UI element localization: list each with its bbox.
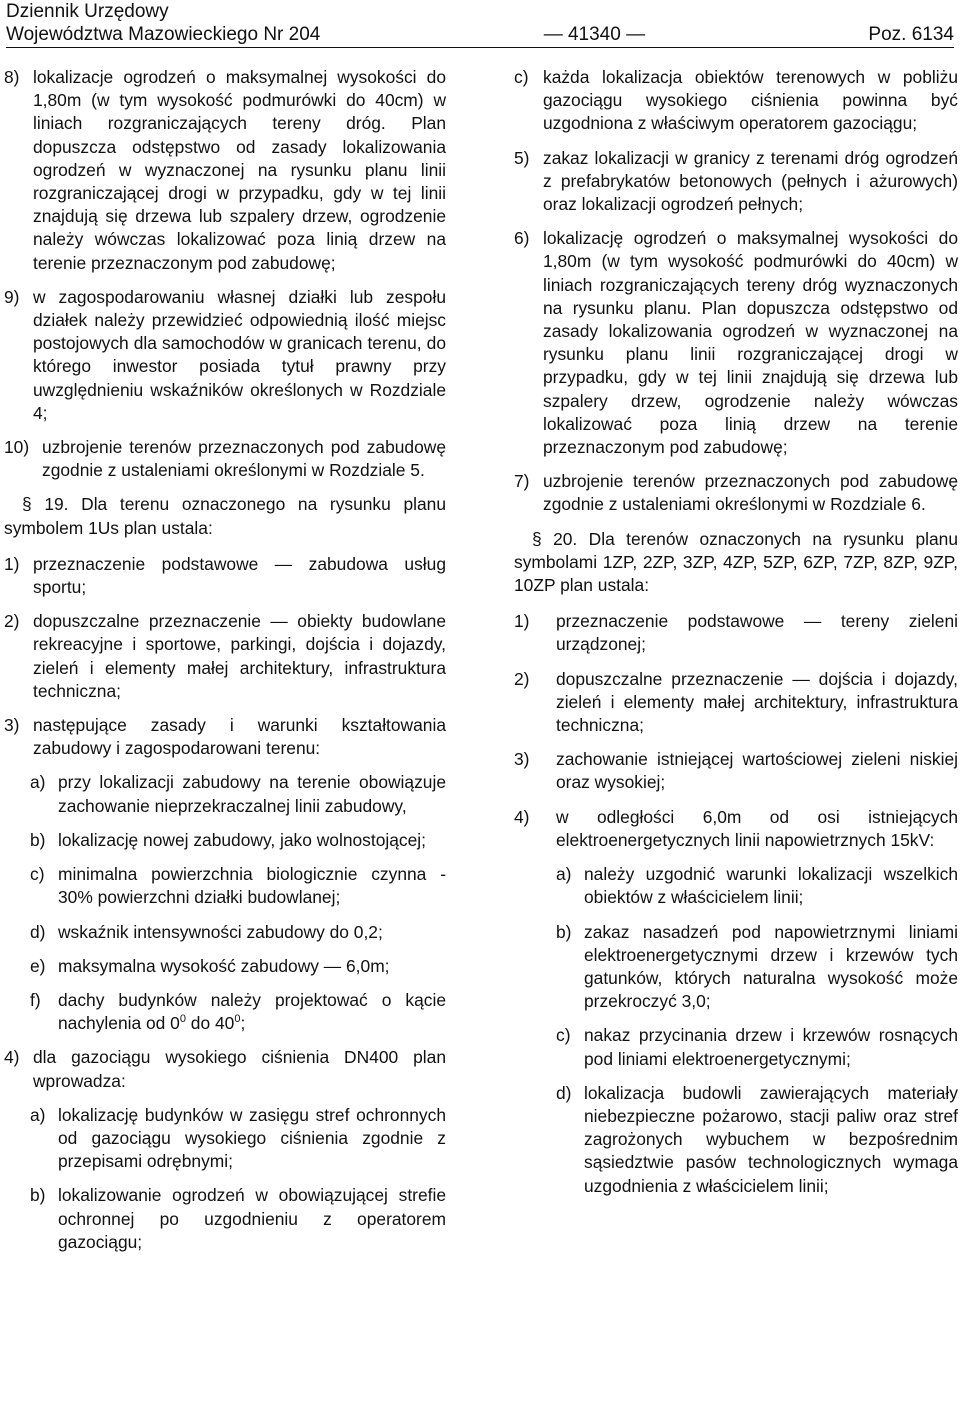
list-item	[4, 66, 446, 275]
item-text: zakaz nasadzeń pod napowietrznymi liniami elektroenergetycznymi drzew i krzewów tych gatunków, których naturalna wysokość może przekroczyć 3,0;	[584, 921, 958, 1012]
item-number: 3)	[514, 749, 530, 770]
item-letter: c)	[556, 1025, 571, 1046]
item-text: minimalna powierzchnia biologicznie czynna - 30% powierzchni działki budowlanej;	[58, 864, 446, 908]
right-column	[514, 66, 958, 1209]
item-text: wskaźnik intensywności zabudowy do 0,2;	[58, 921, 383, 942]
item-number: 1)	[4, 553, 20, 574]
item-letter: d)	[556, 1082, 572, 1103]
item-text: maksymalna wysokość zabudowy — 6,0m;	[58, 955, 390, 976]
sub-item	[514, 66, 958, 136]
journal-subtitle: Województwa Mazowieckiego Nr 204	[6, 24, 321, 45]
list-item	[514, 806, 958, 852]
item-letter: d)	[30, 921, 46, 942]
item-letter: c)	[30, 864, 45, 885]
sub-item	[30, 771, 446, 817]
item-letter: b)	[30, 1185, 46, 1206]
sub-item	[30, 955, 446, 978]
item-text: każda lokalizacja obiektów terenowych w pobliżu gazociągu wysokiego ciśnienia powinna być uzgodniona z właściwym operatorem gazociągu;	[543, 67, 958, 134]
sub-item	[30, 1104, 446, 1174]
item-number: 1)	[514, 611, 530, 632]
journal-title: Dziennik Urzędowy	[6, 1, 169, 22]
item-letter: e)	[30, 955, 46, 976]
item-number: 8)	[4, 67, 20, 87]
item-text: lokalizacja budowli zawierających materiały niebezpieczne pożarowo, stacji paliw oraz stref zagrożonych wybuchem w bezpośrednim sąsiedztwie pasów technologicznych wymaga uzgodnienia z właścicielem linii;	[584, 1082, 958, 1196]
item-text: dopuszczalne przeznaczenie — dojścia i dojazdy, zieleń i elementy małej architektury, infrastruktura techniczna;	[556, 668, 958, 736]
list-item	[514, 147, 958, 217]
header-line	[6, 23, 954, 48]
item-text: dla gazociągu wysokiego ciśnienia DN400 plan wprowadza:	[33, 1047, 446, 1091]
position-number: Poz. 6134	[868, 24, 954, 45]
item-number: 4)	[4, 1047, 20, 1068]
item-letter: a)	[30, 772, 46, 793]
list-item	[514, 610, 958, 656]
left-column	[4, 66, 446, 1265]
item-number: 6)	[514, 228, 530, 249]
section-20-heading: § 20. Dla terenów oznaczonych na rysunku planu symbolami 1ZP, 2ZP, 3ZP, 4ZP, 5ZP, 6ZP, 7ZP, 8ZP, 9ZP, 10ZP plan ustala:	[514, 528, 958, 596]
item-number: 3)	[4, 715, 20, 736]
item-letter: a)	[556, 864, 572, 885]
item-text: przy lokalizacji zabudowy na terenie obowiązuje zachowanie nieprzekraczalnej linii zabudowy,	[58, 772, 446, 816]
list-item	[4, 553, 446, 599]
item-number: 9)	[4, 286, 20, 307]
item-text: w zagospodarowaniu własnej działki lub zespołu działek należy przewidzieć odpowiednią ilość miejsc postojowych dla samochodów w granicach terenu, do którego inwestor posiada tytuł prawny przy uwzględnieniu wskaźników określonych w Rozdziale 4;	[33, 286, 446, 423]
roof-text-end: ;	[240, 1013, 246, 1034]
item-text: uzbrojenie terenów przeznaczonych pod zabudowę zgodnie z ustaleniami określonymi w Rozdziale 6.	[543, 471, 958, 515]
degree-mark: 0	[234, 1013, 241, 1026]
list-item	[4, 714, 446, 760]
item-number: 2)	[4, 611, 20, 632]
list-item	[4, 436, 446, 482]
list-item	[514, 227, 958, 459]
item-text: lokalizację budynków w zasięgu stref ochronnych od gazociągu wysokiego ciśnienia zgodnie z przepisami odrębnymi;	[58, 1104, 446, 1172]
item-letter: b)	[30, 829, 46, 850]
item-text: następujące zasady i warunki kształtowania zabudowy i zagospodarowani terenu:	[33, 715, 446, 759]
list-item	[514, 668, 958, 738]
list-item	[4, 286, 446, 425]
sub-item	[556, 1024, 958, 1070]
sub-item	[556, 1082, 958, 1198]
sub-item	[30, 989, 446, 1035]
list-item	[514, 748, 958, 794]
page-number: — 41340 —	[543, 24, 646, 45]
sub-item	[556, 921, 958, 1014]
list-item	[4, 610, 446, 703]
item-text: przeznaczenie podstawowe — zabudowa usług sportu;	[33, 553, 446, 598]
item-text: lokalizację nowej zabudowy, jako wolnostojącej;	[58, 829, 426, 850]
item-number: 2)	[514, 668, 530, 689]
page-header	[6, 0, 954, 48]
item-text	[58, 989, 446, 1035]
roof-text-start: dachy budynków należy projektować o kącie nachylenia od 0	[58, 989, 446, 1034]
item-text: lokalizowanie ogrodzeń w obowiązującej strefie ochronnej po uzgodnieniu z operatorem gazociągu;	[58, 1185, 446, 1252]
item-text: zakaz lokalizacji w granicy z terenami dróg ogrodzeń z prefabrykatów betonowych (pełnych i ażurowych) oraz lokalizacji ogrodzeń pełnych;	[543, 147, 958, 215]
item-text: w odległości 6,0m od osi istniejących elektroenergetycznych linii napowietrznych 15kV:	[556, 806, 958, 850]
sub-item	[30, 921, 446, 944]
item-text: przeznaczenie podstawowe — tereny zieleni urządzonej;	[556, 611, 958, 655]
roof-text-mid: do 40	[190, 1013, 235, 1034]
item-letter: f)	[30, 989, 41, 1010]
item-letter: c)	[514, 67, 529, 87]
item-text: dopuszczalne przeznaczenie — obiekty budowlane rekreacyjne i sportowe, parkingi, dojścia i dojazdy, zieleń i elementy małej architektury, infrastruktura techniczna;	[33, 611, 446, 701]
section-19-heading: § 19. Dla terenu oznaczonego na rysunku planu symbolem 1Us plan ustala:	[4, 494, 446, 538]
item-letter: a)	[30, 1104, 46, 1125]
sub-item	[556, 863, 958, 909]
item-text: zachowanie istniejącej wartościowej zieleni niskiej oraz wysokiej;	[556, 749, 958, 793]
item-number: 10)	[4, 437, 30, 458]
item-letter: b)	[556, 921, 572, 942]
sub-item	[30, 863, 446, 909]
degree-mark: 0	[179, 1013, 186, 1026]
item-text: uzbrojenie terenów przeznaczonych pod zabudowę zgodnie z ustaleniami określonymi w Rozdziale 5.	[42, 437, 446, 481]
sub-item	[30, 829, 446, 852]
item-number: 4)	[514, 806, 530, 827]
item-text: lokalizację ogrodzeń o maksymalnej wysokości do 1,80m (w tym wysokość podmurówki do 40cm) w liniach rozgraniczających tereny dróg wyznaczonych na rysunku planu. Plan dopuszcza odstępstwo od zasady lokalizowania ogrodzeń w wyznaczonej na rysunku planu linii rozgraniczającej drogi w przypadku, gdy w tej linii znajdują się drzewa lub szpalery drzew, ogrodzenie należy wówczas lokalizować poza linią drzew na terenie przeznaczonym pod zabudowę;	[543, 228, 958, 458]
list-item	[4, 1046, 446, 1092]
list-item	[514, 470, 958, 516]
item-number: 5)	[514, 147, 530, 168]
item-text: należy uzgodnić warunki lokalizacji wszelkich obiektów z właścicielem linii;	[584, 864, 958, 908]
sub-item	[30, 1184, 446, 1254]
item-number: 7)	[514, 471, 530, 492]
item-text: lokalizacje ogrodzeń o maksymalnej wysokości do 1,80m (w tym wysokość podmurówki do 40cm) w liniach rozgraniczających tereny dróg. Plan dopuszcza odstępstwo od zasady lokalizowania ogrodzeń w wyznaczonej na rysunku planu linii rozgraniczającej drogi w przypadku, gdy w tej linii znajdują się drzewa lub szpalery drzew, ogrodzenie należy wówczas lokalizować poza linią drzew na terenie przeznaczonym pod zabudowę;	[33, 67, 446, 273]
item-text: nakaz przycinania drzew i krzewów rosnących pod liniami elektroenergetycznymi;	[584, 1025, 958, 1069]
